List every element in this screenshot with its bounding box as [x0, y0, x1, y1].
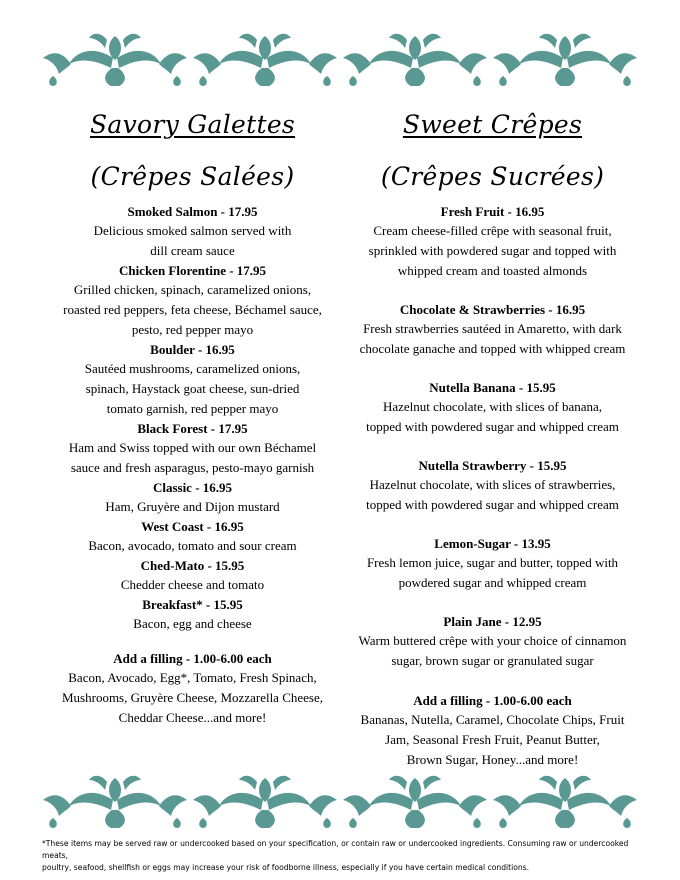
- description-line: sprinkled with powdered sugar and topped with: [368, 243, 617, 258]
- item-name: Chocolate & Strawberries - 16.95: [399, 302, 586, 317]
- item-description: [45, 536, 340, 556]
- menu-item: [45, 202, 340, 261]
- description-line: spinach, Haystack goat cheese, sun-dried: [85, 381, 300, 396]
- menu-item: [45, 261, 340, 340]
- filling-line: Bananas, Nutella, Caramel, Chocolate Chips, Fruit: [360, 712, 625, 727]
- item-name: Black Forest - 17.95: [137, 421, 248, 436]
- item-description: [45, 614, 340, 634]
- description-line: Sautéed mushrooms, caramelized onions,: [84, 361, 301, 376]
- footnote: [42, 838, 642, 874]
- sweet-items: [350, 202, 635, 671]
- menu-item: [350, 612, 635, 671]
- item-name: Plain Jane - 12.95: [443, 614, 542, 629]
- item-name: Fresh Fruit - 16.95: [440, 204, 545, 219]
- item-description: [45, 497, 340, 517]
- savory-filling: [45, 649, 340, 728]
- sweet-filling: [350, 691, 635, 770]
- description-line: topped with powdered sugar and whipped cream: [366, 497, 619, 512]
- description-line: dill cream sauce: [150, 243, 235, 258]
- flourish-motif: [193, 776, 337, 828]
- filling-line: Bacon, Avocado, Egg*, Tomato, Fresh Spinach,: [68, 670, 317, 685]
- item-name: Chicken Florentine - 17.95: [118, 263, 267, 278]
- item-description: [350, 221, 635, 281]
- description-line: Warm buttered crêpe with your choice of cinnamon: [358, 633, 627, 648]
- item-description: [45, 575, 340, 595]
- savory-column: [45, 108, 340, 728]
- menu-item: [45, 419, 340, 478]
- menu-item: [350, 378, 635, 437]
- description-line: pesto, red pepper mayo: [131, 322, 254, 337]
- filling-name: Add a filling - 1.00-6.00 each: [113, 651, 272, 666]
- filling-line: Mushrooms, Gruyère Cheese, Mozzarella Cheese,: [62, 690, 323, 705]
- description-line: Grilled chicken, spinach, caramelized onions,: [73, 282, 312, 297]
- footnote-line: poultry, seafood, shellfish or eggs may increase your risk of foodborne illness, especially if you have certain medical conditions.: [42, 863, 530, 872]
- description-line: whipped cream and toasted almonds: [397, 263, 588, 278]
- description-line: roasted red peppers, feta cheese, Béchamel sauce,: [63, 302, 322, 317]
- item-name: Ched-Mato - 15.95: [140, 558, 245, 573]
- menu-item: [350, 202, 635, 281]
- sweet-title: Sweet Crêpes: [402, 110, 583, 139]
- footnote-line: *These items may be served raw or undercooked based on your specification, or contain raw or undercooked ingredients. Consuming raw or undercooked meats,: [42, 839, 629, 860]
- savory-title: Savory Galettes: [89, 110, 296, 139]
- menu-item: [45, 595, 340, 634]
- item-description: [45, 359, 340, 419]
- item-name: West Coast - 16.95: [141, 519, 244, 534]
- item-description: [45, 280, 340, 340]
- filling-desc: [350, 710, 635, 770]
- description-line: Hazelnut chocolate, with slices of strawberries,: [369, 477, 616, 492]
- bottom-flourish-border: [40, 770, 640, 830]
- flourish-motif: [343, 776, 487, 828]
- description-line: Cream cheese-filled crêpe with seasonal fruit,: [373, 223, 612, 238]
- menu-item: [45, 556, 340, 595]
- menu-item: [350, 300, 635, 359]
- description-line: powdered sugar and whipped cream: [398, 575, 587, 590]
- filling-line: Brown Sugar, Honey...and more!: [406, 752, 579, 767]
- description-line: Ham and Swiss topped with our own Béchamel: [68, 440, 317, 455]
- description-line: Delicious smoked salmon served with: [93, 223, 292, 238]
- sweet-column: [350, 108, 635, 789]
- savory-items: [45, 202, 340, 634]
- item-description: [45, 221, 340, 261]
- filling-line: Cheddar Cheese...and more!: [118, 710, 267, 725]
- flourish-motif: [493, 776, 637, 828]
- description-line: Hazelnut chocolate, with slices of banana,: [382, 399, 603, 414]
- filling-line: Jam, Seasonal Fresh Fruit, Peanut Butter,: [385, 732, 600, 747]
- menu-item: [45, 517, 340, 556]
- description-line: topped with powdered sugar and whipped cream: [366, 419, 619, 434]
- description-line: Fresh strawberries sautéed in Amaretto, with dark: [363, 321, 622, 336]
- item-name: Nutella Strawberry - 15.95: [418, 458, 567, 473]
- item-name: Boulder - 16.95: [150, 342, 235, 357]
- description-line: Bacon, avocado, tomato and sour cream: [88, 538, 297, 553]
- menu-item: [350, 456, 635, 515]
- item-name: Nutella Banana - 15.95: [429, 380, 556, 395]
- item-description: [350, 631, 635, 671]
- item-description: [350, 475, 635, 515]
- menu-item: [45, 340, 340, 419]
- flourish-motif: [43, 34, 187, 86]
- flourish-motif: [343, 34, 487, 86]
- item-description: [350, 319, 635, 359]
- item-name: Breakfast* - 15.95: [142, 597, 243, 612]
- flourish-motif: [193, 34, 337, 86]
- description-line: sauce and fresh asparagus, pesto-mayo garnish: [70, 460, 315, 475]
- description-line: Chedder cheese and tomato: [120, 577, 265, 592]
- item-description: [350, 553, 635, 593]
- description-line: Bacon, egg and cheese: [133, 616, 252, 631]
- item-description: [45, 438, 340, 478]
- flourish-motif: [43, 776, 187, 828]
- flourish-motif: [493, 34, 637, 86]
- sweet-subtitle: (Crêpes Sucrées): [380, 162, 605, 191]
- description-line: chocolate ganache and topped with whipped cream: [359, 341, 626, 356]
- filling-name: Add a filling - 1.00-6.00 each: [413, 693, 572, 708]
- menu-item: [45, 478, 340, 517]
- item-name: Lemon-Sugar - 13.95: [434, 536, 551, 551]
- savory-subtitle: (Crêpes Salées): [90, 162, 295, 191]
- menu-item: [350, 534, 635, 593]
- description-line: tomato garnish, red pepper mayo: [106, 401, 279, 416]
- item-description: [350, 397, 635, 437]
- description-line: sugar, brown sugar or granulated sugar: [391, 653, 594, 668]
- top-flourish-border: [40, 28, 640, 88]
- filling-desc: [45, 668, 340, 728]
- description-line: Ham, Gruyère and Dijon mustard: [105, 499, 280, 514]
- description-line: Fresh lemon juice, sugar and butter, topped with: [366, 555, 619, 570]
- item-name: Smoked Salmon - 17.95: [127, 204, 258, 219]
- item-name: Classic - 16.95: [152, 480, 233, 495]
